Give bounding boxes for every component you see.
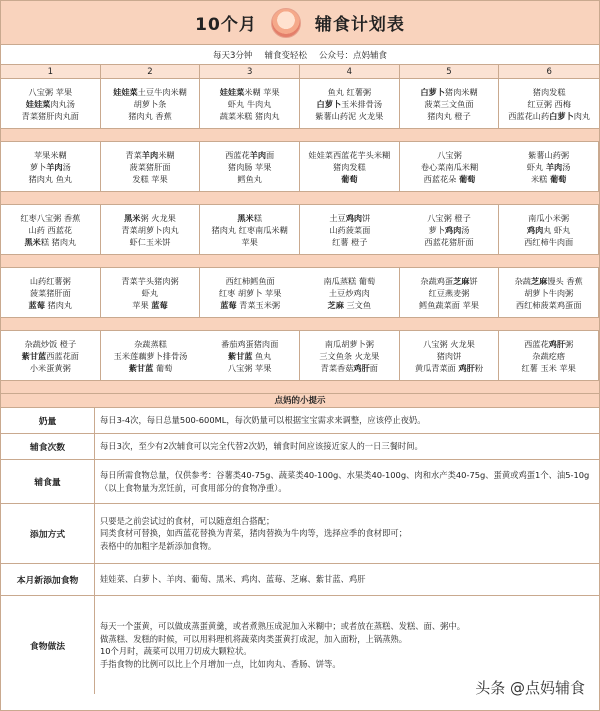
meal-line: 菠菜三文鱼面 [424,98,474,109]
meal-line: 猪肉肠 苹果 [227,161,272,172]
meal-line: 胡萝卜牛肉粥 [524,287,574,298]
tip-row [1,434,599,460]
meal-line: 三文鱼条 火龙果 [319,350,380,361]
meal-line: 八宝粥 橙子 [427,212,471,223]
meal-line: 红薯 玉米 苹果 [521,362,576,373]
meal-cell [300,79,400,128]
meal-line: 猪肉丸 红枣南瓜米糊 [211,224,288,235]
tip-label: 食物做法 [1,596,95,694]
day-header-1: 1 [1,65,101,79]
meal-line: 玉米莲藕萝卜排骨汤 [113,350,188,361]
meal-line: 西红柿牛肉面 [524,236,574,247]
watermark: 头条 @点妈辅食 [475,679,585,697]
tip-line: 每日所需食物总量，仅供参考：谷薯类40-75g、蔬菜类40-100g、水果类40-100g、肉和水产类40-75g、蛋黄或鸡蛋1个、油5-10g（以上食物量为烹饪前，可食用部分的食物净重）。 [100,470,590,493]
meal-cell [300,268,400,317]
meal-cell [200,205,300,254]
tip-row [1,564,599,596]
tip-label: 奶量 [1,408,95,433]
meal-line: 虾丸 牛肉丸 [227,98,272,109]
meal-line: 虾仁玉米饼 [129,236,171,247]
meal-cell [400,79,500,128]
meal-line: 山药 西蓝花 [28,224,73,235]
week-separator [1,317,599,331]
meal-cell [400,142,500,191]
day-header-6: 6 [499,65,599,79]
plan-grid [1,65,599,394]
meal-line: 青菜香菇鸡肝面 [320,362,378,373]
meal-line: 杂蔬疙瘩 [532,350,566,361]
meal-line: 山药红薯粥 [29,275,71,286]
subtitle-c: 公众号：点妈辅食 [318,50,387,61]
meal-line: 葡萄 [341,173,358,184]
subtitle-a: 每天3分钟 [213,50,253,61]
meal-line: 猪肉饼 [436,350,462,361]
meal-line: 红枣八宝粥 香蕉 [20,212,81,223]
meal-cell [400,268,500,317]
meal-line: 南瓜蒸糕 葡萄 [323,275,376,286]
meal-line: 紫甘蓝西蓝花面 [21,350,79,361]
meal-line: 南瓜小米粥 [528,212,570,223]
subtitle-bar [1,45,599,65]
meal-line: 红豆燕麦粥 [428,287,470,298]
meal-cell [200,142,300,191]
tips-title: 点妈的小提示 [1,394,599,408]
meal-line: 土豆炒鸡肉 [328,287,370,298]
meal-line: 虾丸 [141,287,159,298]
meal-cell [300,142,400,191]
meal-line: 猪肉发糕 [532,86,566,97]
subtitle-b: 辅食变轻松 [264,50,307,61]
week-separator [1,254,599,268]
tip-line: 表格中的加粗字是新添加食物。 [100,540,217,551]
meal-cell [101,331,201,380]
tip-line: 娃娃菜、白萝卜、羊肉、葡萄、黑米、鸡肉、蓝莓、芝麻、紫甘蓝、鸡肝 [100,574,366,585]
tip-label: 辅食量 [1,460,95,503]
meal-line: 黑米糕 [237,212,262,223]
meal-line: 青菜胡萝卜肉丸 [121,224,179,235]
meal-cell [499,79,599,128]
meal-line: 猪肉丸 鱼丸 [28,173,73,184]
meal-line: 猪肉丸 橙子 [427,110,471,121]
meal-line: 萝卜羊肉汤 [29,161,71,172]
meal-line: 番茄鸡蛋猪肉面 [220,338,279,349]
meal-line: 胡萝卜条 [133,98,167,109]
meal-line: 白萝卜玉米排骨汤 [316,98,383,109]
meal-line: 西蓝花猪肝面 [424,236,474,247]
meal-cell [400,205,500,254]
day-header-2: 2 [101,65,201,79]
meal-line: 蓝莓 猪肉丸 [28,299,73,310]
tip-line: 每日3次，至少有2次辅食可以完全代替2次奶，辅食时间应该接近家人的一日三餐时间。 [100,441,423,452]
meal-line: 西红柿菠菜鸡蛋面 [515,299,582,310]
tip-line: 只要是之前尝试过的食材，可以随意组合搭配； [100,515,275,526]
meal-line: 青菜芋头猪肉粥 [121,275,179,286]
tip-label: 添加方式 [1,504,95,563]
meal-line: 鱼丸 红薯粥 [327,86,372,97]
meal-line: 西蓝花羊肉面 [225,149,275,160]
week-separator [1,128,599,142]
tip-row [1,504,599,564]
meal-cell [300,205,400,254]
meal-line: 萝卜鸡肉汤 [428,224,470,235]
meal-line: 黄瓜青菜面 鸡肝粉 [414,362,484,373]
meal-cell [1,268,101,317]
meal-line: 娃娃菜土豆牛肉米糊 [113,86,187,97]
meal-line: 杂蔬芝麻馒头 香蕉 [514,275,583,286]
meal-line: 小米蛋黄粥 [29,362,71,373]
meal-line: 杂蔬炒饭 橙子 [24,338,77,349]
meal-line: 菠菜猪肝面 [129,161,171,172]
meal-cell [499,268,599,317]
meal-line: 青菜羊肉米糊 [125,149,175,160]
meal-cell [101,79,201,128]
meal-line: 青菜猪肝肉丸面 [21,110,79,121]
meal-cell [200,331,300,380]
meal-line: 猪肉发糕 [332,161,366,172]
meal-line: 八宝粥 火龙果 [423,338,475,349]
meal-line: 黑米粥 火龙果 [124,212,176,223]
meal-cell [1,331,101,380]
meal-line: 西蓝花山药白萝卜肉丸 [508,110,591,121]
meal-line: 鸡肉丸 虾丸 [526,224,571,235]
meal-line: 苹果 蓝莓 [132,299,168,310]
tip-line: 每天一个蛋黄，可以做成蒸蛋黄羹，或者煮熟压成泥加入米糊中；或者放在蒸糕、发糕、面、粥中。 [100,621,466,631]
tip-row [1,460,599,504]
week-separator [1,380,599,394]
meal-line: 鳕鱼丸 [237,173,262,184]
tip-line: 每日3-4次，每日总量500-600ML，每次奶量可以根据宝宝需求来调整，应该停止夜奶。 [100,415,426,426]
meal-cell [101,205,201,254]
meal-line: 猪肉丸 香蕉 [128,110,172,121]
meal-line: 蓝莓 青菜玉米粥 [220,299,281,310]
meal-line: 鳕鱼蔬菜面 苹果 [419,299,479,310]
meal-line: 菠菜猪肝面 [29,287,71,298]
meal-line: 西蓝花朵 葡萄 [423,173,476,184]
tip-content [95,434,599,459]
tip-line: 同类食材可替换，如西蓝花替换为青菜，猪肉替换为牛肉等，选择应季的食材即可； [100,528,407,539]
day-header-3: 3 [200,65,300,79]
meal-line: 虾丸 羊肉汤 [526,161,571,172]
baby-avatar-icon [271,8,301,38]
meal-line: 土豆鸡肉饼 [329,212,371,223]
meal-line: 红薯 橙子 [332,236,368,247]
tip-content [95,564,599,595]
title-bar [1,1,599,45]
meal-line: 红豆粥 西梅 [527,98,571,109]
meal-cell [101,142,201,191]
meal-cell [499,331,599,380]
meal-line: 红枣 胡萝卜 苹果 [218,287,282,298]
meal-line: 娃娃菜肉丸汤 [25,98,75,109]
tip-line: 手指食物的比例可以比上个月增加一点，比如肉丸、香肠、饼等。 [100,658,341,669]
meal-cell [1,142,101,191]
meal-line: 黑米糕 猪肉丸 [24,236,77,247]
meal-line: 杂蔬蒸糕 [134,338,167,349]
meal-line: 紫甘蓝 葡萄 [128,362,173,373]
meal-line: 西红柿鳕鱼面 [225,275,275,286]
meal-line: 芝麻 三文鱼 [327,299,372,310]
meal-line: 苹果 [241,236,258,247]
tip-line: 做蒸糕、发糕的时候，可以用料理机将蔬菜肉类蛋黄打成泥，加入面粉，上锅蒸熟。 [100,633,407,644]
week-separator [1,191,599,205]
meal-cell [200,79,300,128]
meal-cell [400,331,500,380]
meal-cell [1,205,101,254]
tip-line: 10个月时，蔬菜可以用刀切成大颗粒状。 [100,646,252,656]
title-left: 10个月 [195,15,257,35]
meal-line: 苹果米糊 [33,149,67,160]
day-header-5: 5 [400,65,500,79]
meal-line: 紫甘蓝 鱼丸 [227,350,272,361]
title-right: 辅食计划表 [314,15,405,35]
meal-line: 八宝粥 苹果 [28,86,73,97]
day-header-4: 4 [300,65,400,79]
meal-line: 西蓝花鸡肝粥 [524,338,574,349]
tip-content [95,504,599,563]
meal-line: 紫薯山药泥 火龙果 [315,110,384,121]
meal-line: 紫薯山药粥 [528,149,570,160]
meal-line: 娃娃菜米糊 苹果 [219,86,280,97]
tip-label: 本月新添加食物 [1,564,95,595]
meal-line: 米糕 葡萄 [530,173,567,184]
meal-line: 八宝粥 [437,149,462,160]
meal-cell [200,268,300,317]
meal-line: 发糕 苹果 [132,173,168,184]
meal-cell [1,79,101,128]
meal-line: 卷心菜南瓜米糊 [420,161,479,172]
meal-line: 蔬菜米糕 猪肉丸 [219,110,280,121]
tip-content [95,460,599,503]
tips-table [1,408,599,694]
meal-cell [101,268,201,317]
tip-content [95,408,599,433]
meal-cell [499,205,599,254]
meal-line: 杂蔬鸡蛋芝麻饼 [420,275,478,286]
tip-label: 辅食次数 [1,434,95,459]
meal-line: 南瓜胡萝卜粥 [324,338,374,349]
meal-line: 八宝粥 苹果 [227,362,272,373]
tip-row [1,408,599,434]
meal-line: 娃娃菜西蓝花芋头米糊 [308,149,391,160]
meal-cell [300,331,400,380]
meal-line: 白萝卜猪肉米糊 [420,86,478,97]
meal-cell [499,142,599,191]
meal-line: 山药菠菜面 [329,224,371,235]
